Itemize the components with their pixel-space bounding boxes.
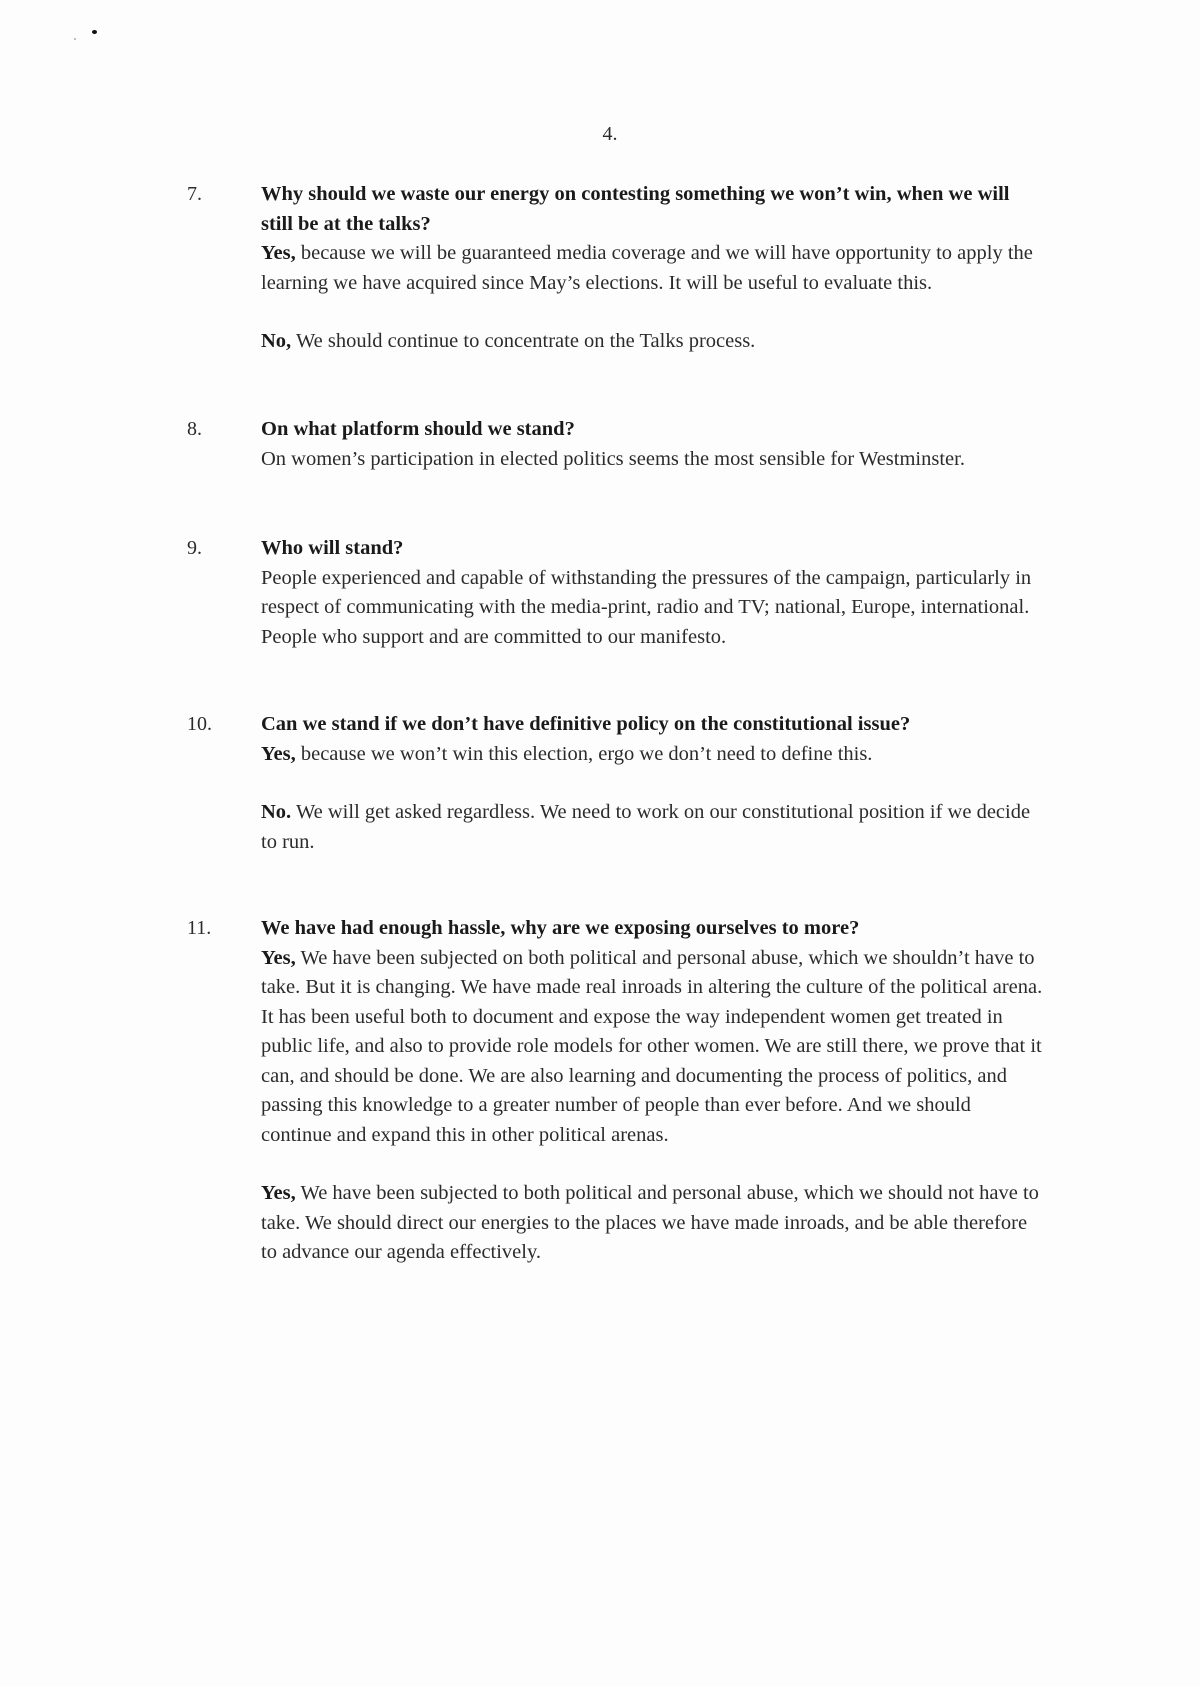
answer-paragraph	[261, 1179, 1046, 1268]
item-question: Can we stand if we don’t have definitive policy on the constitutional issue?	[261, 713, 911, 735]
answer-text: We will get asked regardless. We need to work on our constitutional position if we decide to run.	[261, 801, 1031, 853]
answer-paragraph	[261, 239, 1046, 298]
item-body	[261, 180, 1046, 357]
answer-paragraph	[261, 740, 1046, 770]
answer-lead: Yes,	[261, 242, 296, 264]
answer-text: We have been subjected to both political and personal abuse, which we should not have to take. We should direct our energies to the places we have made inroads, and be able therefore to advance our agenda effectively.	[261, 1182, 1039, 1263]
answer-text: People experienced and capable of withstanding the pressures of the campaign, particularly in respect of communicating with the media-print, radio and TV; national, Europe, international. People who support and are committed to our manifesto.	[261, 566, 1032, 648]
item-number: 11.	[187, 917, 212, 939]
item-body	[261, 710, 1046, 857]
scan-speck	[74, 38, 76, 40]
answer-paragraph	[261, 944, 1046, 1151]
item-question: Why should we waste our energy on contesting something we won’t win, when we will still be at the talks?	[261, 183, 1010, 235]
answer-lead: No,	[261, 330, 292, 352]
item-question: We have had enough hassle, why are we exposing ourselves to more?	[261, 917, 860, 939]
answer-text: We have been subjected on both political and personal abuse, which we shouldn’t have to take. But it is changing. We have made real inroads in altering the culture of the political arena. It has been useful both to document and expose the way independent women get treated in public life, and also to provide role models for other women. We are still there, we prove that it can, and should be done. We are also learning and documenting the process of politics, and passing this knowledge to a greater number of people than ever before. And we should continue and expand this in other political arenas.	[261, 946, 1043, 1146]
item-number: 9.	[187, 537, 202, 559]
answer-text: because we will be guaranteed media coverage and we will have opportunity to apply the learning we have acquired since May’s elections. It will be useful to evaluate this.	[261, 242, 1033, 294]
item-body	[261, 534, 1046, 652]
answer-lead: Yes,	[261, 1182, 296, 1204]
item-body	[261, 415, 1046, 474]
answer-text: On women’s participation in elected politics seems the most sensible for Westminster.	[261, 447, 965, 470]
item-question: Who will stand?	[261, 537, 404, 559]
item-number: 7.	[187, 183, 202, 205]
scan-speck	[92, 30, 97, 34]
answer-text: We should continue to concentrate on the Talks process.	[291, 330, 756, 352]
item-body	[261, 914, 1046, 1268]
answer-paragraph	[261, 798, 1046, 857]
answer-lead: Yes,	[261, 946, 296, 969]
page-number: 4.	[602, 123, 618, 145]
answer-lead: Yes,	[261, 742, 296, 765]
answer-lead: No.	[261, 801, 292, 823]
item-number: 10.	[187, 713, 212, 735]
answer-paragraph	[261, 445, 1046, 475]
answer-paragraph	[261, 327, 1046, 357]
answer-paragraph	[261, 564, 1046, 653]
answer-text: because we won’t win this election, ergo we don’t need to define this.	[295, 742, 873, 765]
item-question: On what platform should we stand?	[261, 418, 575, 440]
item-number: 8.	[187, 418, 202, 440]
